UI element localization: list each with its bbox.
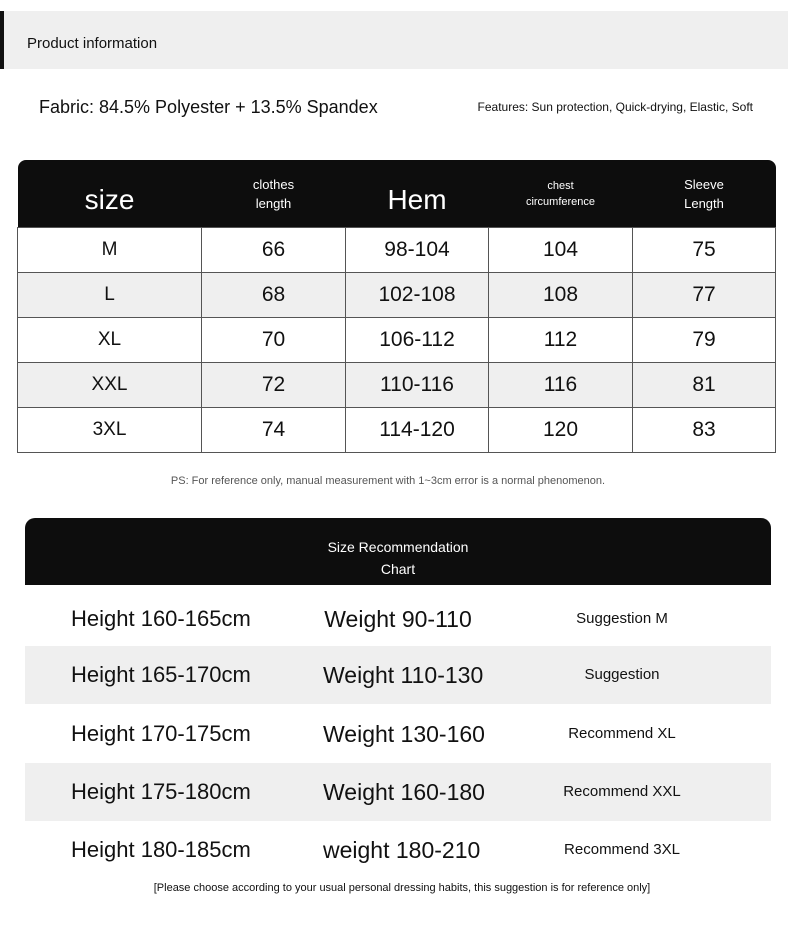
- recommendation-header: [25, 518, 771, 585]
- cell-chest: 116: [489, 363, 633, 408]
- cell-size: L: [18, 273, 202, 318]
- header-hem: Hem: [346, 160, 489, 228]
- cell-size: XL: [18, 318, 202, 363]
- rec-weight: Weight 110-130: [323, 662, 484, 688]
- recommendation-row: [25, 821, 771, 879]
- rec-suggestion: Recommend XXL: [563, 783, 681, 800]
- rec-height: Height 180-185cm: [71, 837, 251, 862]
- header-sleeve-line1: Sleeve: [684, 176, 724, 192]
- header-clothes-length-line1: clothes: [252, 176, 295, 192]
- rec-suggestion: Suggestion M: [576, 610, 668, 627]
- recommendation-row: [25, 763, 771, 821]
- header-chest-line2: circumference: [525, 195, 596, 208]
- header-clothes-length: [202, 160, 346, 228]
- recommendation-title-line2: Chart: [380, 561, 416, 577]
- bottom-note: [Please choose according to your usual personal dressing habits, this suggestion is for reference only]: [153, 882, 651, 894]
- recommendation-title-line1: Size Recommendation: [327, 539, 469, 555]
- size-table: [17, 160, 776, 453]
- cell-length: 68: [202, 273, 346, 318]
- recommendation-row: [25, 590, 771, 648]
- header-chest-line1: chest: [547, 179, 574, 192]
- cell-length: 74: [202, 408, 346, 453]
- header-chest: [489, 160, 633, 228]
- cell-hem: 106-112: [346, 318, 489, 363]
- table-row: [18, 408, 776, 453]
- header-sleeve-line2: Length: [684, 195, 724, 211]
- table-row: [18, 228, 776, 273]
- recommendation-row: [25, 646, 771, 704]
- rec-weight: Weight 130-160: [323, 721, 485, 747]
- cell-chest: 112: [489, 318, 633, 363]
- size-table-header: [18, 160, 776, 228]
- measurement-note: PS: For reference only, manual measurement with 1~3cm error is a normal phenomenon.: [170, 475, 606, 487]
- cell-length: 72: [202, 363, 346, 408]
- rec-weight: weight 180-210: [323, 837, 481, 863]
- rec-weight: Weight 90-110: [324, 606, 472, 632]
- rec-suggestion: Recommend XL: [568, 725, 676, 742]
- rec-height: Height 175-180cm: [71, 779, 251, 804]
- header-clothes-length-line2: length: [255, 195, 292, 211]
- table-row: [18, 363, 776, 408]
- cell-hem: 102-108: [346, 273, 489, 318]
- cell-hem: 110-116: [346, 363, 489, 408]
- cell-hem: 98-104: [346, 228, 489, 273]
- rec-suggestion: Suggestion: [584, 666, 660, 683]
- rec-weight: Weight 160-180: [323, 779, 485, 805]
- cell-size: 3XL: [18, 408, 202, 453]
- cell-size: XXL: [18, 363, 202, 408]
- table-row: [18, 273, 776, 318]
- table-row: [18, 318, 776, 363]
- cell-sleeve: 81: [633, 363, 776, 408]
- cell-size: M: [18, 228, 202, 273]
- cell-length: 70: [202, 318, 346, 363]
- cell-sleeve: 79: [633, 318, 776, 363]
- header-size: size: [18, 160, 202, 228]
- product-info-header: [0, 11, 788, 69]
- cell-length: 66: [202, 228, 346, 273]
- cell-chest: 120: [489, 408, 633, 453]
- cell-chest: 108: [489, 273, 633, 318]
- rec-suggestion: Recommend 3XL: [564, 841, 680, 858]
- fabric-info: Fabric: 84.5% Polyester + 13.5% Spandex: [39, 97, 378, 117]
- cell-sleeve: 83: [633, 408, 776, 453]
- recommendation-row: [25, 705, 771, 763]
- header-sleeve: [633, 160, 776, 228]
- rec-height: Height 165-170cm: [71, 662, 251, 687]
- cell-sleeve: 75: [633, 228, 776, 273]
- cell-sleeve: 77: [633, 273, 776, 318]
- cell-hem: 114-120: [346, 408, 489, 453]
- rec-height: Height 160-165cm: [71, 606, 251, 631]
- features-info: Features: Sun protection, Quick-drying, Elastic, Soft: [477, 100, 753, 114]
- cell-chest: 104: [489, 228, 633, 273]
- rec-height: Height 170-175cm: [71, 721, 251, 746]
- section-title: Product information: [27, 35, 158, 52]
